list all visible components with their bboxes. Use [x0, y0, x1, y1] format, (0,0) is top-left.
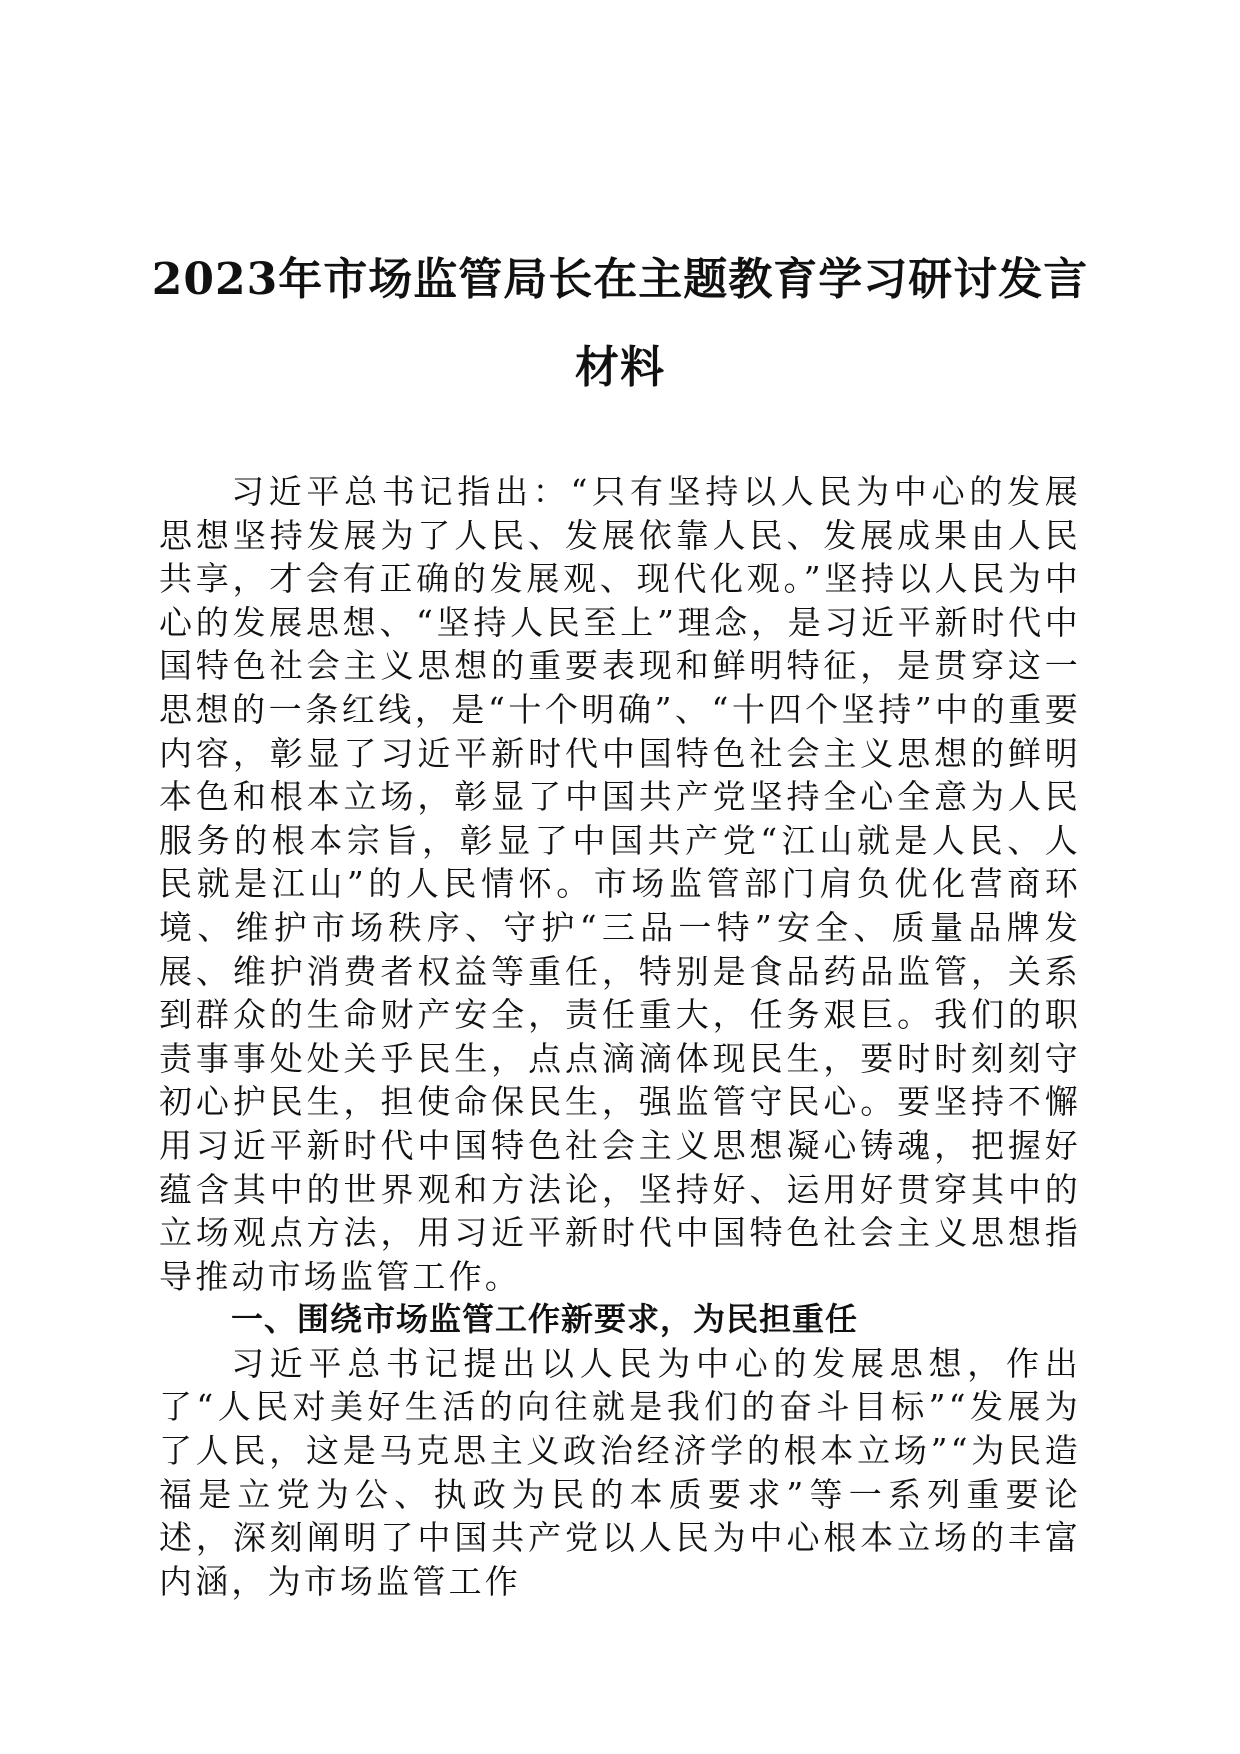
body-paragraph: 习近平总书记指出：“只有坚持以人民为中心的发展思想坚持发展为了人民、发展依靠人民、发展成果由人民共享，才会有正确的发展观、现代化观。”坚持以人民为中心的发展思想、“坚持人民至上”理念，是习近平新时代中国特色社会主义思想的重要表现和鲜明特征，是贯穿这一思想的一条红线，是“十个明确”、“十四个坚持”中的重要内容，彰显了习近平新时代中国特色社会主义思想的鲜明本色和根本立场，彰显了中国共产党坚持全心全意为人民服务的根本宗旨，彰显了中国共产党“江山就是人民、人民就是江山”的人民情怀。市场监管部门肩负优化营商环境、维护市场秩序、守护“三品一特”安全、质量品牌发展、维护消费者权益等重任，特别是食品药品监管，关系到群众的生命财产安全，责任重大，任务艰巨。我们的职责事事处处关乎民生，点点滴滴体现民生，要时时刻刻守初心护民生，担使命保民生，强监管守民心。要坚持不懈用习近平新时代中国特色社会主义思想凝心铸魂，把握好蕴含其中的世界观和方法论，坚持好、运用好贯穿其中的立场观点方法，用习近平新时代中国特色社会主义思想指导推动市场监管工作。: [159, 472, 1081, 1296]
section-heading: 一、围绕市场监管工作新要求，为民担重任: [231, 1300, 859, 1339]
body-paragraph: 习近平总书记提出以人民为中心的发展思想，作出了“人民对美好生活的向往就是我们的奋斗目标”“发展为了人民，这是马克思主义政治经济学的根本立场”“为民造福是立党为公、执政为民的本质要求”等一系列重要论述，深刻阐明了中国共产党以人民为中心根本立场的丰富内涵，为市场监管工作: [159, 1343, 1081, 1601]
document-title: 2023年市场监管局长在主题教育学习研讨发言材料: [151, 254, 1089, 393]
document-body: [159, 470, 1081, 1603]
